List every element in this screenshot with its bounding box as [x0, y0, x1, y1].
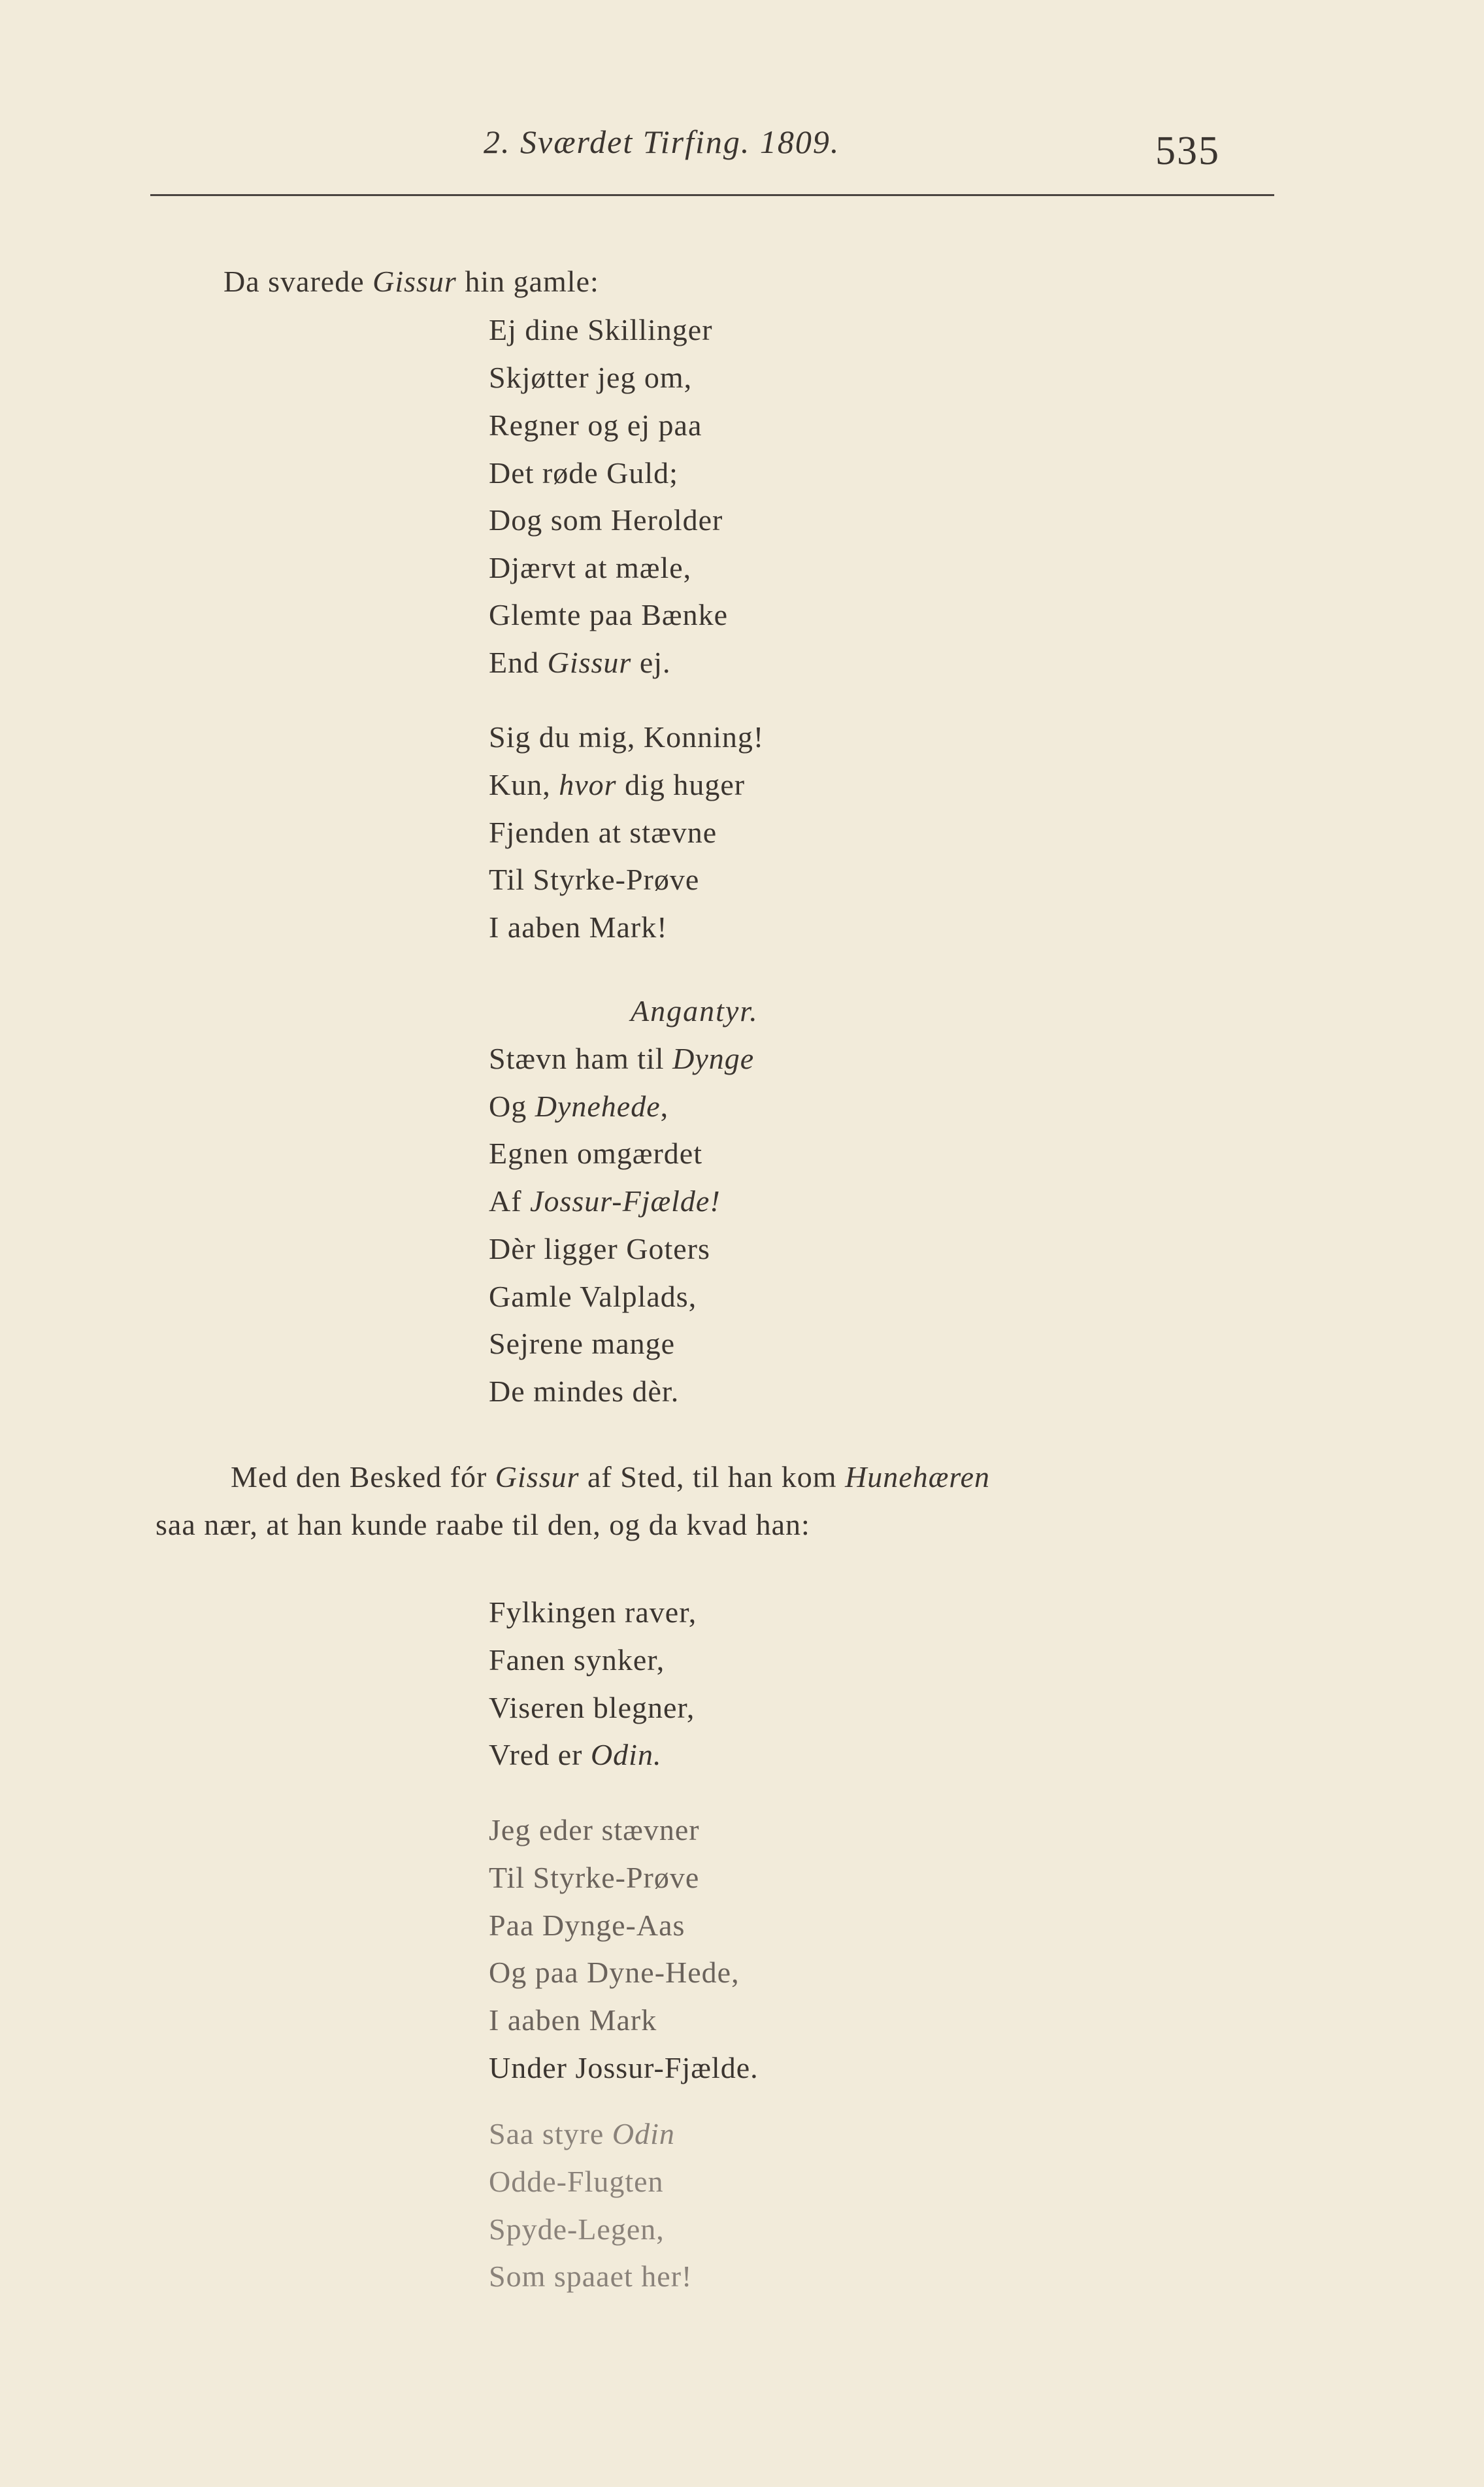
stanza3-line3: Egnen omgærdet	[489, 1137, 702, 1170]
stanza4-line4-em: Odin.	[590, 1738, 662, 1771]
stanza1-line7: Glemte paa Bænke	[489, 598, 729, 631]
stanza3-line7: Sejrene mange	[489, 1327, 676, 1360]
stanza1-line1: Ej dine Skillinger	[489, 313, 713, 346]
stanza3-line2	[489, 1092, 668, 1122]
stanza1-line6: Djærvt at mæle,	[489, 551, 692, 584]
prose-line1-name: Gissur	[495, 1460, 580, 1494]
intro-line	[223, 267, 599, 297]
prose-line1-before: Med den Besked fór	[231, 1460, 495, 1494]
stanza4-line2: Fanen synker,	[489, 1643, 665, 1677]
stanza1-line4: Det røde Guld;	[489, 456, 678, 490]
stanza3-line4	[489, 1186, 721, 1216]
stanza4-line4	[489, 1740, 661, 1770]
intro-before: Da svarede	[223, 265, 373, 298]
stanza1-line2: Skjøtter jeg om,	[489, 361, 693, 394]
stanza2-line5: I aaben Mark!	[489, 910, 668, 944]
stanza2-line2-after: dig huger	[616, 768, 746, 801]
stanza1-line8-after: ej.	[631, 646, 671, 679]
stanza5-line1: Jeg eder stævner	[489, 1813, 700, 1846]
stanza2-line2-before: Kun,	[489, 768, 559, 801]
stanza3-line8: De mindes dèr.	[489, 1375, 680, 1408]
stanza3-line2-em: Dynehede	[535, 1090, 661, 1123]
stanza4-line4-before: Vred er	[489, 1738, 591, 1771]
stanza3-line4-em: Jossur-Fjælde!	[530, 1184, 721, 1218]
prose-line1	[231, 1460, 990, 1494]
stanza6-line1-before: Saa styre	[489, 2117, 612, 2150]
prose-line1-em: Hunehæren	[845, 1460, 991, 1494]
stanza5-line3: Paa Dynge-Aas	[489, 1909, 685, 1942]
prose-line1-mid: af Sted, til han kom	[579, 1460, 846, 1494]
stanza3-line1-em: Dynge	[672, 1042, 755, 1075]
speaker-name: Angantyr.	[631, 994, 759, 1027]
stanza6-line1-em: Odin	[612, 2117, 675, 2150]
stanza3-line4-before: Af	[489, 1184, 531, 1218]
stanza6-line1	[489, 2119, 675, 2149]
stanza4-line1: Fylkingen raver,	[489, 1595, 697, 1629]
stanza5-line2: Til Styrke-Prøve	[489, 1861, 700, 1894]
stanza2-line2	[489, 770, 745, 800]
intro-after: hin gamle:	[456, 265, 599, 298]
prose-line2: saa nær, at han kunde raabe til den, og da kvad han:	[156, 1508, 810, 1541]
stanza1-line8	[489, 648, 671, 678]
stanza3-line2-after: ,	[660, 1090, 669, 1123]
running-title: 2. Sværdet Tirfing. 1809.	[484, 124, 840, 160]
stanza1-line5: Dog som Herolder	[489, 503, 723, 537]
stanza2-line3: Fjenden at stævne	[489, 816, 717, 849]
intro-name: Gissur	[372, 265, 457, 298]
stanza1-line8-name: Gissur	[547, 646, 632, 679]
stanza2-line1: Sig du mig, Konning!	[489, 720, 765, 754]
stanza3-line1	[489, 1044, 754, 1074]
stanza6-line2: Odde-Flugten	[489, 2165, 664, 2198]
stanza2-line2-em: hvor	[559, 768, 617, 801]
stanza3-line1-before: Stævn ham til	[489, 1042, 673, 1075]
stanza1-line8-before: End	[489, 646, 548, 679]
stanza5-line4: Og paa Dyne-Hede,	[489, 1956, 740, 1989]
stanza3-line2-before: Og	[489, 1090, 535, 1123]
stanza3-line5: Dèr ligger Goters	[489, 1232, 710, 1265]
stanza3-line6: Gamle Valplads,	[489, 1280, 697, 1313]
stanza1-line3: Regner og ej paa	[489, 409, 702, 442]
stanza5-line5: I aaben Mark	[489, 2003, 657, 2037]
stanza4-line3: Viseren blegner,	[489, 1691, 695, 1724]
stanza2-line4: Til Styrke-Prøve	[489, 863, 700, 896]
header-rule	[150, 194, 1274, 196]
stanza6-line3: Spyde-Legen,	[489, 2212, 665, 2246]
stanza5-line6: Under Jossur-Fjælde.	[489, 2051, 759, 2084]
stanza6-line4: Som spaaet her!	[489, 2260, 693, 2293]
page-number: 535	[1155, 129, 1220, 173]
